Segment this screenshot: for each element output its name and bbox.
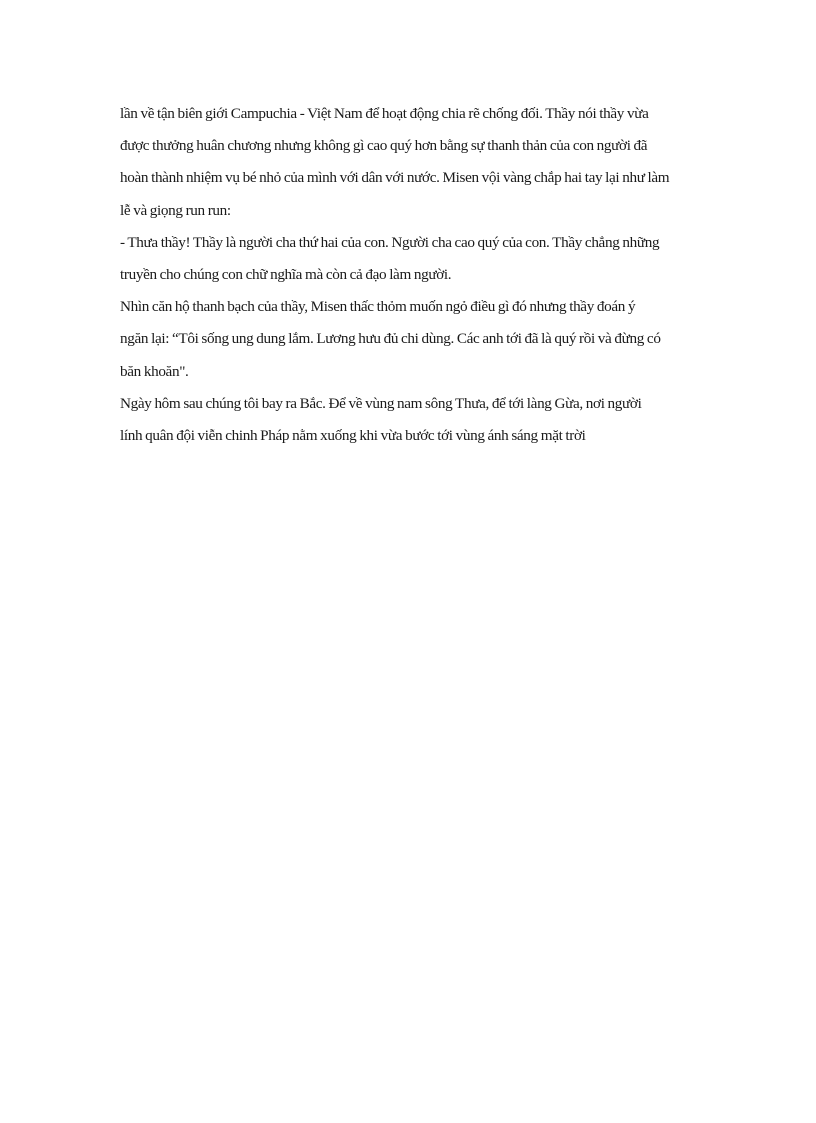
text-line: được thưởng huân chương nhưng không gì cao quý hơn bằng sự thanh thản của con người đã [120,137,648,155]
body-text [120,98,710,452]
text-line: Ngày hôm sau chúng tôi bay ra Bắc. Để về vùng nam sông Thưa, để tới làng Gừa, nơi người [120,394,642,412]
text-line: lính quân đội viễn chinh Pháp nằm xuống khi vừa bước tới vùng ánh sáng mặt trời [120,426,586,444]
text-line: băn khoăn". [120,362,189,380]
text-line: lễ và giọng run run: [120,201,231,219]
text-line: hoàn thành nhiệm vụ bé nhỏ của mình với dân với nước. Misen vội vàng chắp hai tay lại như làm [120,169,670,187]
text-line: - Thưa thầy! Thầy là người cha thứ hai của con. Người cha cao quý của con. Thầy chẳng những [120,233,660,251]
text-line: truyền cho chúng con chữ nghĩa mà còn cả đạo làm người. [120,265,452,283]
text-line: lần về tận biên giới Campuchia - Việt Nam để hoạt động chia rẽ chống đối. Thầy nói thầy vừa [120,105,649,122]
text-line: Nhìn căn hộ thanh bạch của thầy, Misen thấc thỏm muốn ngỏ điều gì đó nhưng thầy đoán ý [120,298,636,316]
text-line: ngăn lại: “Tôi sống ung dung lắm. Lương hưu đủ chi dùng. Các anh tới đã là quý rồi và đừng có [120,330,661,348]
